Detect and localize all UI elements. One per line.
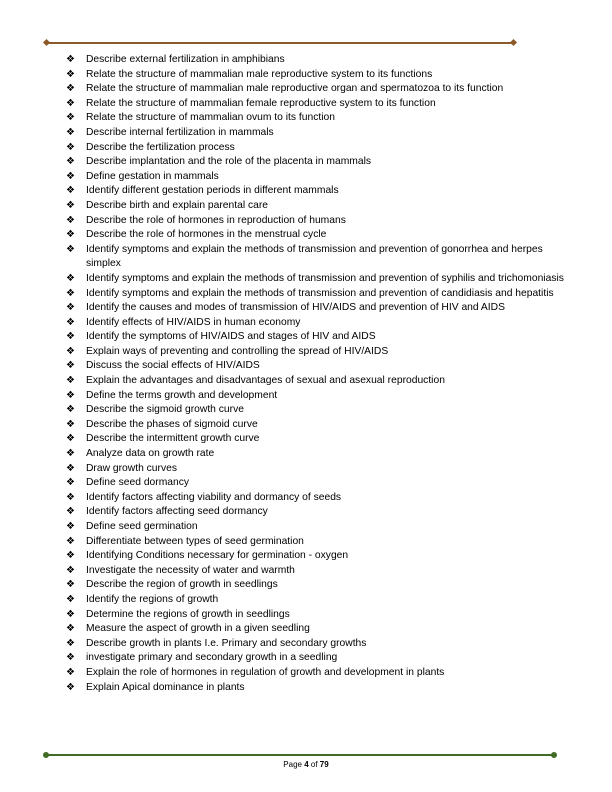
list-item (66, 111, 566, 126)
list-item-text: Identifying Conditions necessary for germination - oxygen (86, 550, 349, 562)
list-item (66, 330, 566, 345)
list-item-text: Explain ways of preventing and controlling the spread of HIV/AIDS (86, 345, 389, 357)
list-item-text: Relate the structure of mammalian male reproductive organ and spermatozoa to its function (86, 83, 504, 95)
list-item-text: Identify the regions of growth (86, 593, 219, 605)
page-label: Page (283, 760, 302, 769)
list-item (66, 345, 566, 360)
list-item (66, 82, 566, 97)
diamond-bullet-icon: ❖ (66, 331, 75, 343)
list-item (66, 462, 566, 477)
list-item (66, 126, 566, 141)
list-item-text: Explain the role of hormones in regulation of growth and development in plants (86, 666, 445, 678)
list-item (66, 491, 566, 506)
diamond-bullet-icon: ❖ (66, 214, 75, 226)
diamond-bullet-icon: ❖ (66, 389, 75, 401)
list-item-text: Differentiate between types of seed germination (86, 535, 304, 547)
diamond-bullet-icon: ❖ (66, 652, 75, 664)
diamond-bullet-icon: ❖ (66, 68, 75, 80)
list-item-text: Define seed germination (86, 521, 198, 532)
list-item-text: Describe internal fertilization in mammals (86, 126, 274, 138)
list-item-text: Draw growth curves (86, 462, 177, 474)
page-number: 4 (304, 760, 309, 769)
diamond-bullet-icon: ❖ (66, 608, 75, 620)
list-item (66, 184, 566, 199)
diamond-bullet-icon: ❖ (66, 535, 75, 547)
diamond-bullet-icon: ❖ (66, 550, 75, 562)
objectives-list (66, 53, 566, 695)
list-item-text: Identify symptoms and explain the methods of transmission and prevention of candidiasis and hepatitis (86, 287, 554, 299)
list-item (66, 316, 566, 331)
list-item (66, 243, 566, 272)
list-item-text: Define gestation in mammals (86, 170, 219, 182)
diamond-bullet-icon: ❖ (66, 404, 75, 416)
diamond-bullet-icon: ❖ (66, 623, 75, 635)
list-item-text: Relate the structure of mammalian male reproductive system to its functions (86, 68, 433, 80)
diamond-bullet-icon: ❖ (66, 156, 75, 168)
list-item (66, 447, 566, 462)
list-item-text: Describe the role of hormones in reproduction of humans (86, 214, 346, 226)
diamond-bullet-icon: ❖ (66, 83, 75, 95)
list-item (66, 199, 566, 214)
list-item (66, 97, 566, 112)
diamond-bullet-icon: ❖ (66, 112, 75, 124)
diamond-bullet-icon: ❖ (66, 448, 75, 460)
list-item (66, 418, 566, 433)
list-item (66, 637, 566, 652)
list-item-text: Describe the region of growth in seedlings (86, 579, 278, 591)
list-item (66, 578, 566, 593)
list-item-text: Identify effects of HIV/AIDS in human economy (86, 316, 301, 328)
list-item-text: Investigate the necessity of water and warmth (86, 564, 295, 576)
list-item-text: Describe external fertilization in amphibians (86, 54, 285, 65)
diamond-bullet-icon: ❖ (66, 316, 75, 328)
list-item (66, 287, 566, 302)
diamond-bullet-icon: ❖ (66, 593, 75, 605)
diamond-bullet-icon: ❖ (66, 491, 75, 503)
list-item-text: Describe the intermittent growth curve (86, 433, 260, 445)
list-item-text: Analyze data on growth rate (86, 448, 215, 460)
diamond-bullet-icon: ❖ (66, 54, 75, 65)
diamond-bullet-icon: ❖ (66, 170, 75, 182)
list-item (66, 505, 566, 520)
diamond-bullet-icon: ❖ (66, 564, 75, 576)
diamond-bullet-icon: ❖ (66, 243, 75, 255)
list-item-text: Identify factors affecting viability and dormancy of seeds (86, 491, 342, 503)
list-item (66, 301, 566, 316)
diamond-bullet-icon: ❖ (66, 521, 75, 532)
list-item-text: Relate the structure of mammalian female reproductive system to its function (86, 97, 436, 109)
list-item (66, 374, 566, 389)
footer-divider (46, 754, 554, 756)
list-item-text: Explain the advantages and disadvantages of sexual and asexual reproduction (86, 375, 445, 387)
list-item-text: Identify factors affecting seed dormancy (86, 506, 268, 518)
diamond-bullet-icon: ❖ (66, 637, 75, 649)
list-item-text: Describe growth in plants I.e. Primary and secondary growths (86, 637, 367, 649)
list-item-text: investigate primary and secondary growth in a seedling (86, 652, 338, 664)
list-item (66, 68, 566, 83)
list-item (66, 141, 566, 156)
of-label: of (310, 760, 318, 769)
diamond-bullet-icon: ❖ (66, 345, 75, 357)
list-item (66, 593, 566, 608)
list-item (66, 564, 566, 579)
total-pages: 79 (319, 760, 329, 769)
diamond-bullet-icon: ❖ (66, 229, 75, 241)
list-item (66, 389, 566, 404)
list-item-text: Identify different gestation periods in different mammals (86, 185, 339, 197)
list-item (66, 476, 566, 491)
list-item (66, 666, 566, 681)
list-item-text: Measure the aspect of growth in a given seedling (86, 623, 310, 635)
diamond-bullet-icon: ❖ (66, 185, 75, 197)
list-item (66, 228, 566, 243)
diamond-bullet-icon: ❖ (66, 477, 75, 489)
list-item-text: Discuss the social effects of HIV/AIDS (86, 360, 260, 372)
divider-diamond-right (510, 39, 517, 46)
list-item (66, 432, 566, 447)
diamond-bullet-icon: ❖ (66, 462, 75, 474)
list-item (66, 170, 566, 185)
list-item (66, 359, 566, 374)
diamond-bullet-icon: ❖ (66, 302, 75, 314)
diamond-bullet-icon: ❖ (66, 681, 75, 693)
diamond-bullet-icon: ❖ (66, 579, 75, 591)
list-item (66, 535, 566, 550)
list-item-text: Describe the sigmoid growth curve (86, 404, 244, 416)
list-item-text: Identify symptoms and explain the methods of transmission and prevention of gonorrhea and herpes simplex (86, 243, 543, 270)
list-item (66, 272, 566, 287)
divider-diamond-left (43, 39, 50, 46)
list-item-text: Define seed dormancy (86, 477, 190, 489)
list-item (66, 681, 566, 696)
list-item-text: Describe implantation and the role of the placenta in mammals (86, 156, 372, 168)
list-item (66, 403, 566, 418)
diamond-bullet-icon: ❖ (66, 375, 75, 387)
list-item-text: Identify symptoms and explain the methods of transmission and prevention of syphilis and trichomoniasis (86, 272, 564, 284)
diamond-bullet-icon: ❖ (66, 97, 75, 109)
list-item (66, 549, 566, 564)
diamond-bullet-icon: ❖ (66, 199, 75, 211)
list-item (66, 214, 566, 229)
list-item (66, 155, 566, 170)
divider-dot-left (43, 752, 49, 758)
list-item-text: Define the terms growth and development (86, 389, 278, 401)
divider-dot-right (551, 752, 557, 758)
list-item-text: Explain Apical dominance in plants (86, 681, 245, 693)
list-item (66, 622, 566, 637)
list-item (66, 53, 566, 68)
list-item (66, 520, 566, 535)
diamond-bullet-icon: ❖ (66, 287, 75, 299)
diamond-bullet-icon: ❖ (66, 433, 75, 445)
list-item-text: Describe birth and explain parental care (86, 199, 269, 211)
list-item-text: Identify the symptoms of HIV/AIDS and stages of HIV and AIDS (86, 331, 376, 343)
list-item (66, 608, 566, 623)
header-divider (46, 42, 514, 44)
list-item-text: Describe the phases of sigmoid curve (86, 418, 258, 430)
list-item-text: Determine the regions of growth in seedlings (86, 608, 290, 620)
list-item-text: Describe the fertilization process (86, 141, 235, 153)
diamond-bullet-icon: ❖ (66, 360, 75, 372)
diamond-bullet-icon: ❖ (66, 506, 75, 518)
diamond-bullet-icon: ❖ (66, 141, 75, 153)
list-item-text: Relate the structure of mammalian ovum to its function (86, 112, 335, 124)
page-footer (0, 760, 612, 769)
diamond-bullet-icon: ❖ (66, 272, 75, 284)
list-item-text: Identify the causes and modes of transmission of HIV/AIDS and prevention of HIV and AIDS (86, 302, 505, 314)
list-item-text: Describe the role of hormones in the menstrual cycle (86, 229, 327, 241)
diamond-bullet-icon: ❖ (66, 666, 75, 678)
list-item (66, 651, 566, 666)
diamond-bullet-icon: ❖ (66, 126, 75, 138)
diamond-bullet-icon: ❖ (66, 418, 75, 430)
